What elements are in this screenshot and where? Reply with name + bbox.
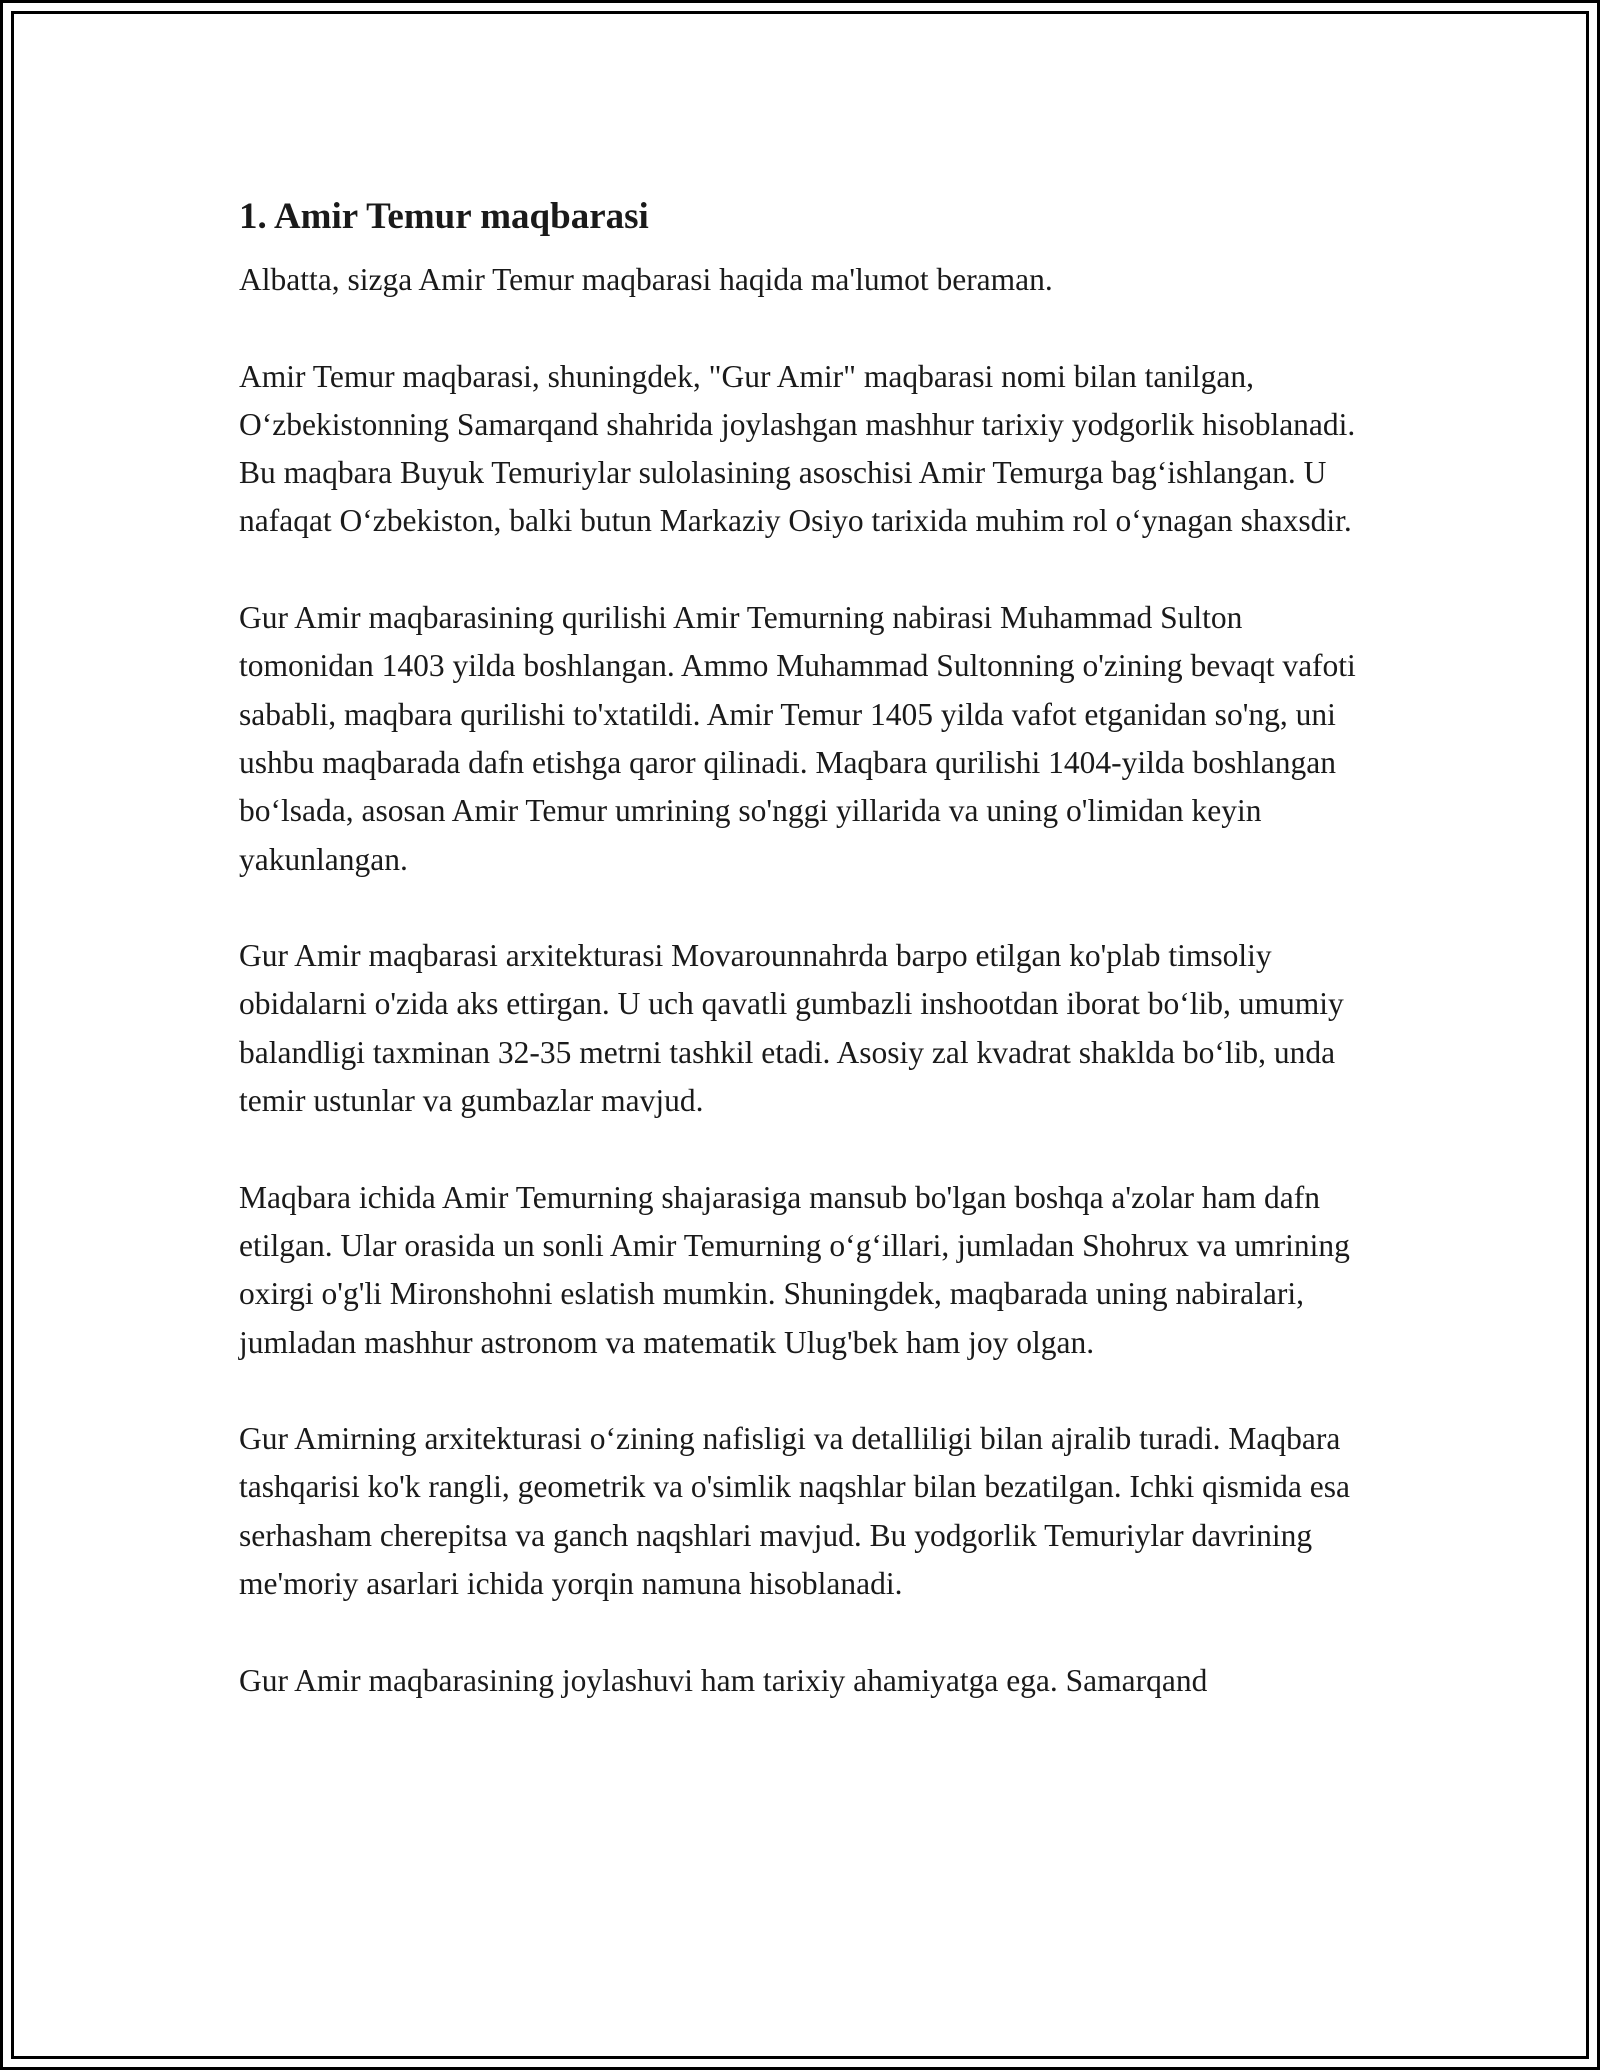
paragraph-location: Gur Amir maqbarasining joylashuvi ham tarixiy ahamiyatga ega. Samarqand	[239, 1662, 1208, 1698]
paragraph-overview: Amir Temur maqbarasi, shuningdek, "Gur Amir" maqbarasi nomi bilan tanilgan, Oʻzbekistonning Samarqand shahrida joylashgan mashhur tarixiy yodgorlik hisoblanadi. Bu maqbara Buyuk Temuriylar sulolasining asoschisi Amir Temurga bagʻishlangan. U nafaqat Oʻzbekiston, balki butun Markaziy Osiyo tarixida muhim rol oʻynagan shaxsdir.	[239, 358, 1356, 539]
paragraph-burials: Maqbara ichida Amir Temurning shajarasiga mansub bo'lgan boshqa a'zolar ham dafn etilgan. Ular orasida un sonli Amir Temurning oʻgʻillari, jumladan Shohrux va umrining oxirgi o'g'li Mironshohni eslatish mumkin. Shuningdek, maqbarada uning nabiralari, jumladan mashhur astronom va matematik Ulug'bek ham joy olgan.	[239, 1179, 1350, 1360]
paragraph-intro: Albatta, sizga Amir Temur maqbarasi haqida ma'lumot beraman.	[239, 262, 1053, 297]
paragraph-gap	[239, 304, 1379, 352]
paragraph-decoration: Gur Amirning arxitekturasi oʻzining nafisligi va detalliligi bilan ajralib turadi. Maqbara tashqarisi ko'k rangli, geometrik va o'simlik naqshlar bilan bezatilgan. Ichki qismida esa serhasham cherepitsa va ganch naqshlari mavjud. Bu yodgorlik Temuriylar davrining me'moriy asarlari ichida yorqin namuna hisoblanadi.	[239, 1421, 1350, 1602]
paragraph-architecture: Gur Amir maqbarasi arxitekturasi Movarounnahrda barpo etilgan ko'plab timsoliy obidalarni o'zida aks ettirgan. U uch qavatli gumbazli inshootdan iborat boʻlib, umumiy balandligi taxminan 32-35 metrni tashkil etadi. Asosiy zal kvadrat shaklda boʻlib, unda temir ustunlar va gumbazlar mavjud.	[239, 938, 1344, 1119]
paragraph-gap	[239, 1125, 1379, 1173]
paragraph-construction: Gur Amir maqbarasining qurilishi Amir Temurning nabirasi Muhammad Sulton tomonidan 1403 yilda boshlangan. Ammo Muhammad Sultonning o'zining bevaqt vafoti sababli, maqbara qurilishi to'xtatildi. Amir Temur 1405 yilda vafot etganidan so'ng, uni ushbu maqbarada dafn etishga qaror qilinadi. Maqbara qurilishi 1404-yilda boshlangan boʻlsada, asosan Amir Temur umrining so'nggi yillarida va uning o'limidan keyin yakunlangan.	[239, 600, 1356, 877]
paragraph-gap	[239, 884, 1379, 932]
paragraph-gap	[239, 1608, 1379, 1656]
paragraph-gap	[239, 546, 1379, 594]
section-heading: 1. Amir Temur maqbarasi	[239, 196, 649, 237]
document-body	[239, 188, 1379, 1705]
paragraph-gap	[239, 1367, 1379, 1415]
